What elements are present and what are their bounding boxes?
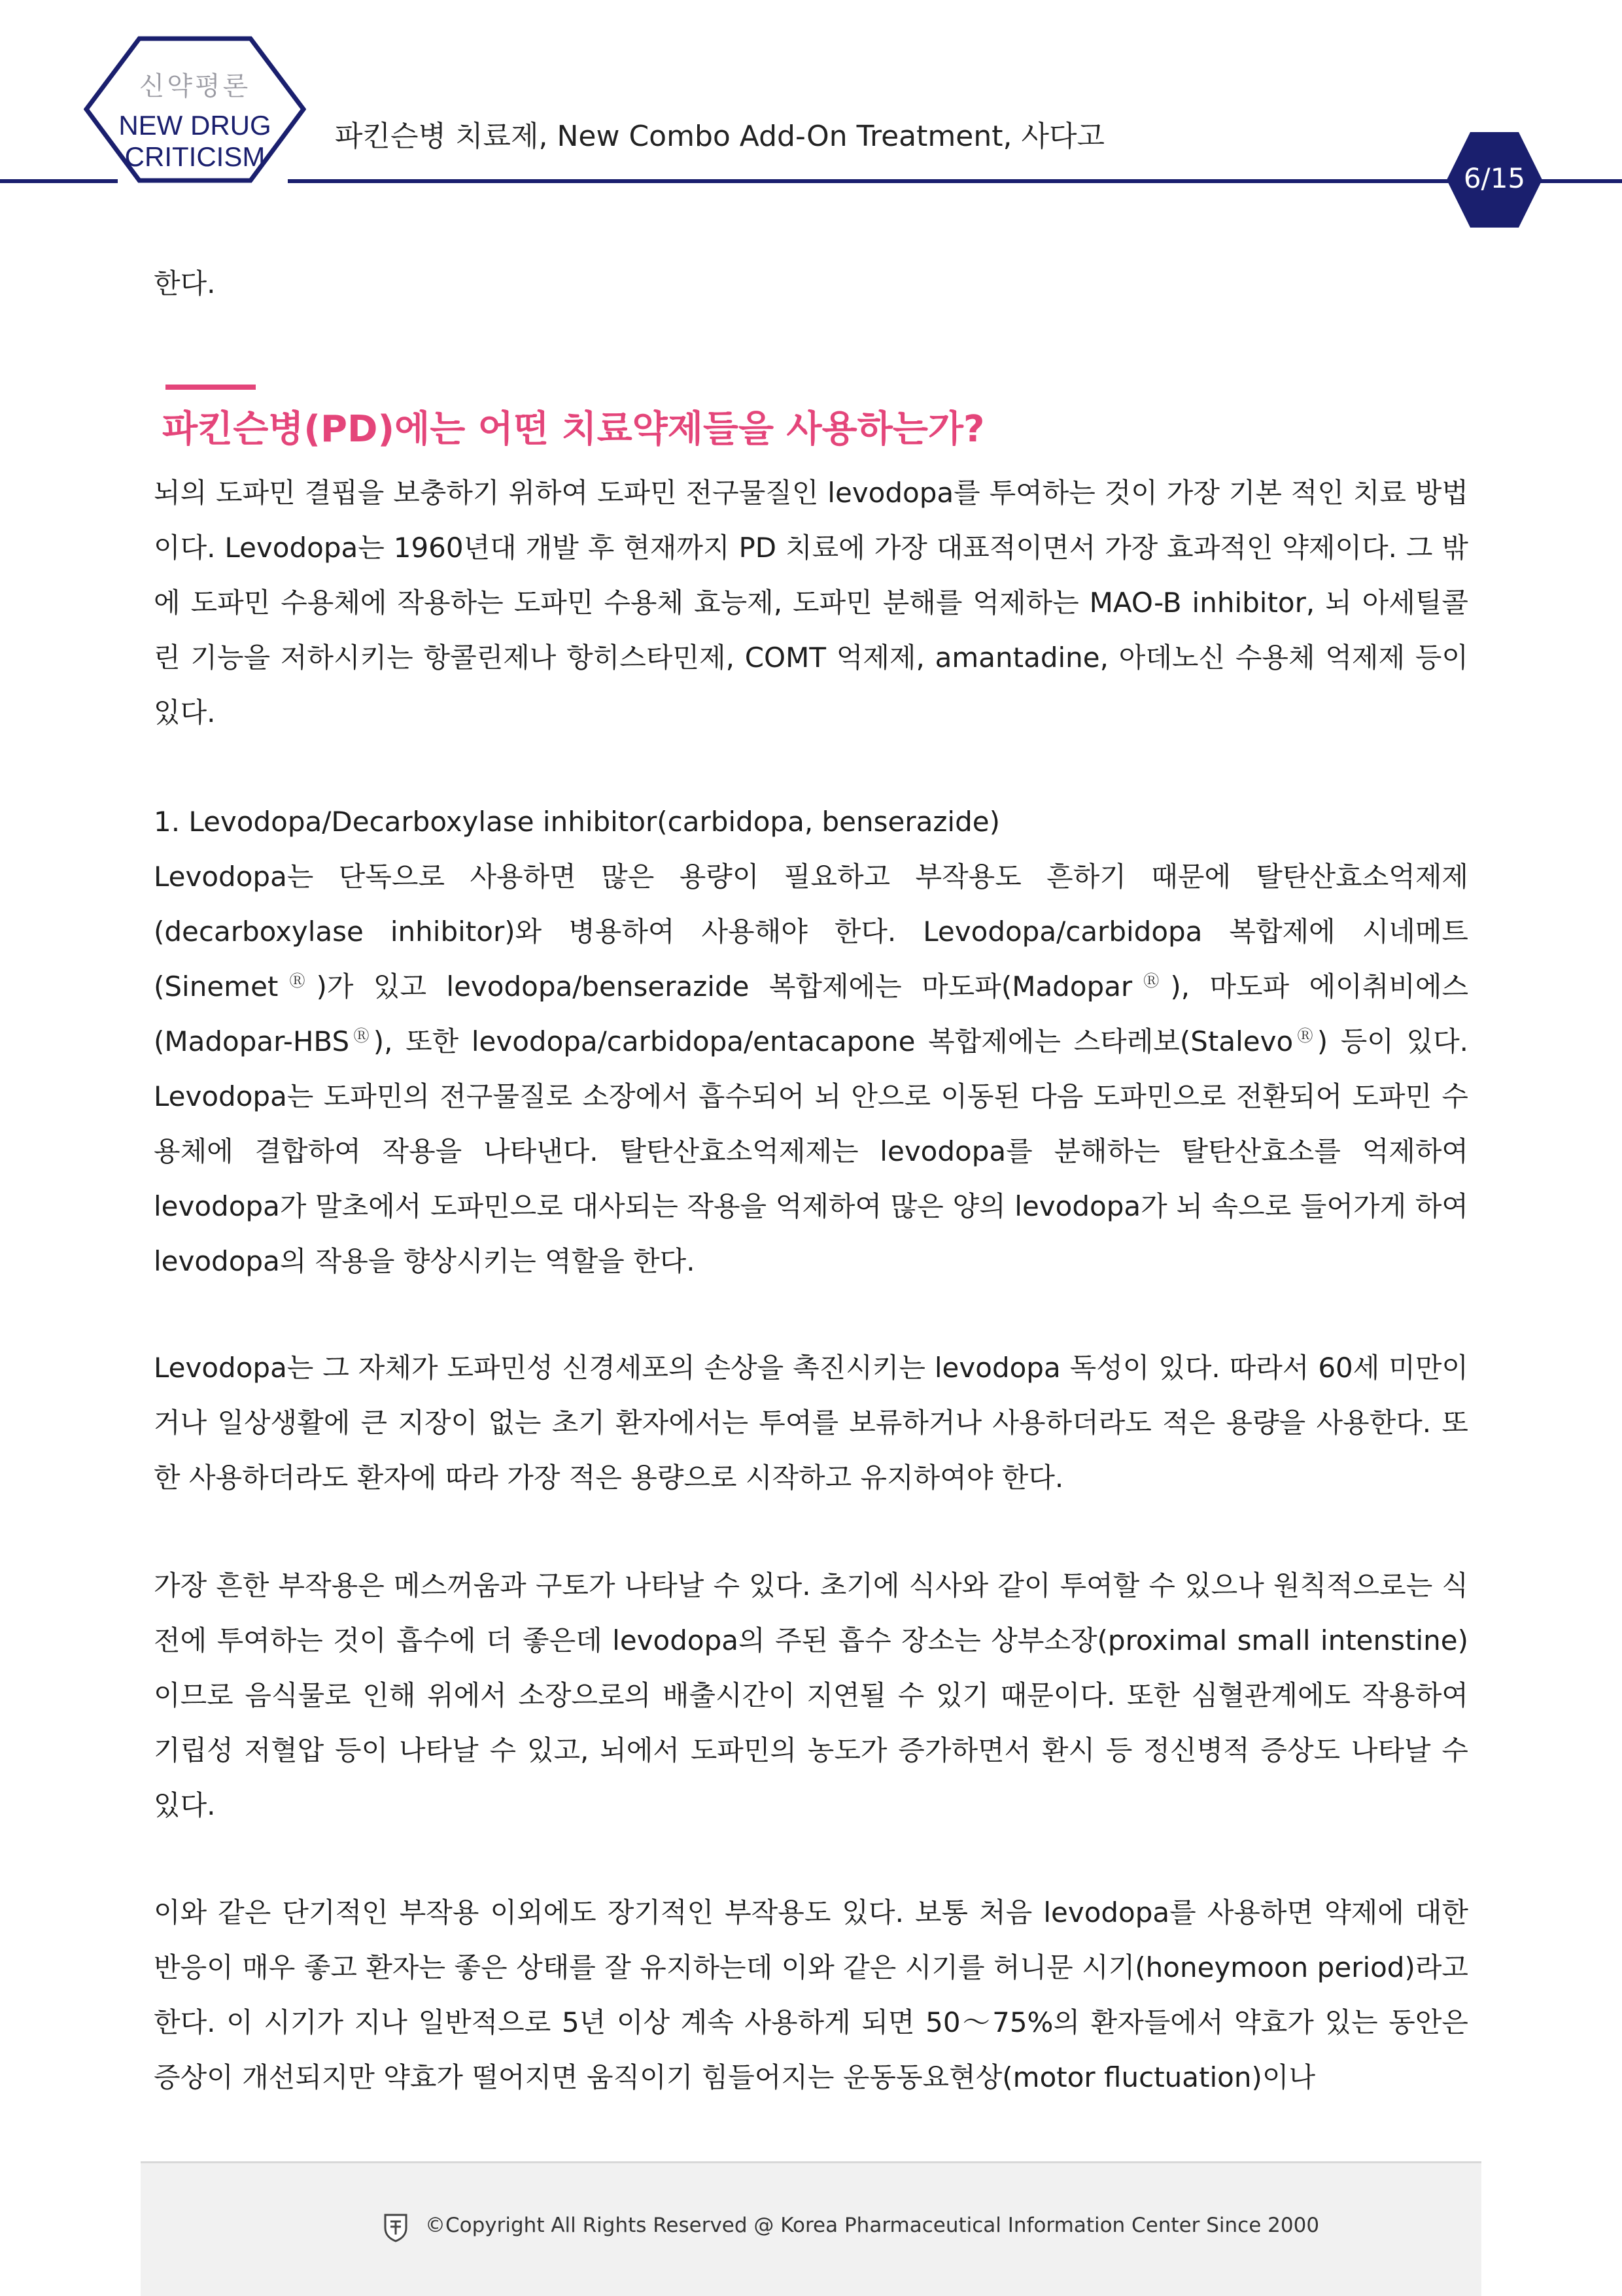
registered-mark: Ⓡ <box>1293 1027 1317 1045</box>
side-effects-paragraph: 가장 흔한 부작용은 메스꺼움과 구토가 나타날 수 있다. 초기에 식사와 같이 투여할 수 있으나 원칙적으로는 식전에 투여하는 것이 흡수에 더 좋은데 levodopa의 주된 흡수 장소는 상부소장(proximal small intenstine)이므로 음식물로 인해 위에서 소장으로의 배출시간이 지연될 수 있기 때문이다. 또한 심혈관계에도 작용하여 기립성 저혈압 등이 나타날 수 있고, 뇌에서 도파민의 농도가 증가하면서 환시 등 정신병적 증상도 나타날 수 있다. <box>154 1569 1468 1821</box>
p1-part-e: ) 등이 있다. Levodopa는 도파민의 전구물질로 소장에서 흡수되어 뇌 안으로 이동된 다음 도파민으로 전환되어 도파민 수용체에 결합하여 작용을 나타낸다. 탈탄산효소억제제는 levodopa를 분해하는 탈탄산효소를 억제하여 levodopa가 말초에서 도파민으로 대사되는 작용을 억제하여 많은 양의 levodopa가 뇌 속으로 들어가게 하여 levodopa의 작용을 향상시키는 역할을 한다. <box>154 1025 1468 1277</box>
registered-mark: Ⓡ <box>278 972 317 990</box>
lead-text: 한다. <box>154 267 216 300</box>
long-term-paragraph: 이와 같은 단기적인 부작용 이외에도 장기적인 부작용도 있다. 보통 처음 levodopa를 사용하면 약제에 대한 반응이 매우 좋고 환자는 좋은 상태를 잘 유지하는데 이와 같은 시기를 허니문 시기(honeymoon period)라고 한다. 이 시기가 지나 일반적으로 5년 이상 계속 사용하게 되면 50～75%의 환자들에서 약효가 있는 동안은 증상이 개선되지만 약효가 떨어지면 움직이기 힘들어지는 운동동요현상(motor fluctuation)이나 <box>154 1896 1468 2093</box>
page-number: 6/15 <box>1463 162 1526 194</box>
logo-english-line2: CRITICISM <box>124 141 266 172</box>
section-accent-bar <box>165 385 256 390</box>
logo-english-line1: NEW DRUG <box>118 110 271 141</box>
p1-part-a: Levodopa는 단독으로 사용하면 많은 용량이 필요하고 부작용도 흔하기 때문에 탈탄산효소억제제(decarboxylase inhibitor)와 병용하여 사용해야 한다. Levodopa/carbidopa 복합제에 시네메트(Sinemet <box>154 861 1468 1002</box>
section-title: 파킨슨병(PD)에는 어떤 치료약제들을 사용하는가? <box>162 408 985 451</box>
list-heading: 1. Levodopa/Decarboxylase inhibitor(carbidopa, benserazide) <box>154 806 1000 838</box>
toxicity-paragraph: Levodopa는 그 자체가 도파민성 신경세포의 손상을 촉진시키는 levodopa 독성이 있다. 따라서 60세 미만이거나 일상생활에 큰 지장이 없는 초기 환자에서는 투여를 보류하거나 사용하더라도 적은 용량을 사용한다. 또한 사용하더라도 환자에 따라 가장 적은 용량으로 시작하고 유지하여야 한다. <box>154 1352 1468 1494</box>
registered-mark: Ⓡ <box>1132 972 1171 990</box>
levodopa-block <box>154 849 1468 1289</box>
copyright-text: ©Copyright All Rights Reserved @ Korea Pharmaceutical Information Center Since 2000 <box>425 2214 1320 2237</box>
toxicity-block <box>154 1341 1468 1505</box>
p1-part-c: ), 마도파 에이취비에스(Madopar-HBS <box>154 970 1469 1057</box>
logo-korean: 신약평론 <box>139 71 251 101</box>
p1-part-d: ), 또한 levodopa/carbidopa/entacapone 복합제에는 스타레보(Stalevo <box>373 1025 1294 1057</box>
intro-block <box>154 466 1468 740</box>
lead-text-block <box>154 256 1468 311</box>
intro-paragraph: 뇌의 도파민 결핍을 보충하기 위하여 도파민 전구물질인 levodopa를 투여하는 것이 가장 기본 적인 치료 방법이다. Levodopa는 1960년대 개발 후 현재까지 PD 치료에 가장 대표적이면서 가장 효과적인 약제이다. 그 밖에 도파민 수용체에 작용하는 도파민 수용체 효능제, 도파민 분해를 억제하는 MAO-B inhibitor, 뇌 아세틸콜린 기능을 저하시키는 항콜린제나 항히스타민제, COMT 억제제, amantadine, 아데노신 수용체 억제제 등이 있다. <box>154 477 1468 728</box>
side-effects-block <box>154 1558 1468 1833</box>
document-title: 파킨슨병 치료제, New Combo Add-On Treatment, 사다고 <box>335 120 1105 153</box>
p1-part-b: )가 있고 levodopa/benserazide 복합제에는 마도파(Madopar <box>316 970 1133 1002</box>
shield-emblem-icon <box>383 2212 409 2242</box>
levodopa-paragraph <box>154 849 1468 1289</box>
header-rule-right <box>288 179 1622 183</box>
list-heading-block <box>154 795 1468 849</box>
registered-mark: Ⓡ <box>349 1027 373 1045</box>
page-header <box>0 0 1622 235</box>
long-term-block <box>154 1885 1468 2105</box>
